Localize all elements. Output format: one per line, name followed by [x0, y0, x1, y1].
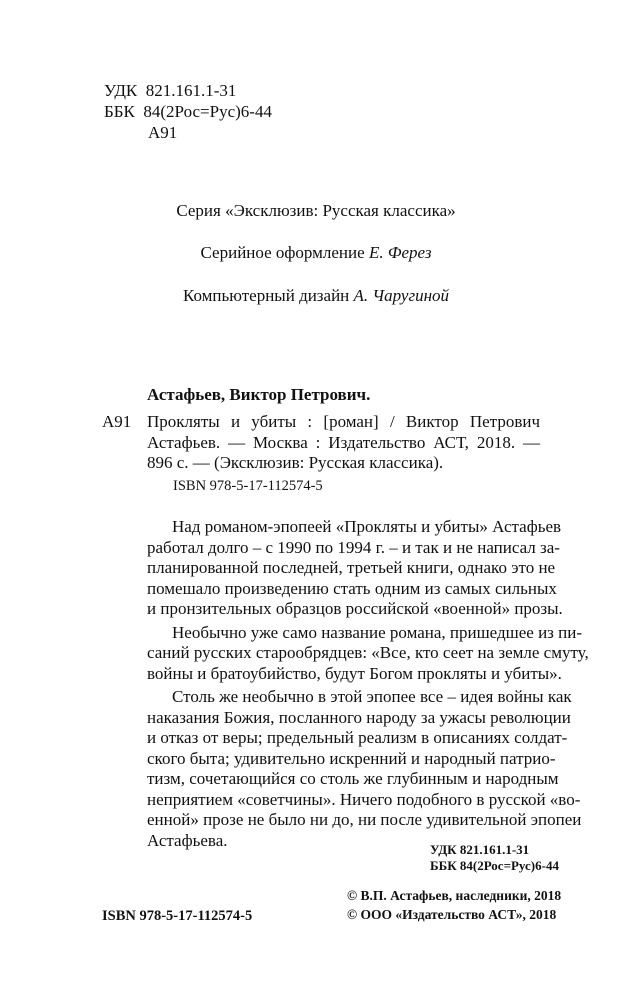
bbk-value: 84(2Рос=Рус)6-44 — [143, 102, 272, 121]
series-line: Серия «Эксклюзив: Русская классика» — [176, 201, 456, 220]
bbk-label: ББК — [104, 102, 135, 121]
annotation-line: тизм, сочетающийся со столь же глубинным и народным — [147, 769, 559, 788]
annotation-line: саний русских старообрядцев: «Все, кто сеет на земле смуту, — [147, 643, 589, 662]
footer-isbn: ISBN 978-5-17-112574-5 — [102, 908, 253, 924]
bbk-row — [104, 101, 272, 122]
annotation-line: наказания Божия, посланного народу за ужасы революции — [147, 707, 571, 727]
catalog-isbn: ISBN 978-5-17-112574-5 — [173, 478, 323, 494]
annotation-line: и отказ от веры; предельный реализм в описаниях солдат- — [147, 728, 568, 747]
catalog-desc-line: Астафьев. — Москва : Издательство АСТ, 2018. — — [147, 432, 540, 452]
catalog-author: Астафьев, Виктор Петрович. — [147, 385, 371, 404]
udk-row — [104, 80, 272, 101]
copyright-block — [347, 888, 561, 923]
catalog-description — [147, 412, 540, 474]
annotation-line: и пронзительных образцов российской «военной» прозы. — [147, 599, 563, 618]
annotation — [147, 517, 589, 851]
annotation-line: планированной последней, третьей книги, однако это не — [147, 558, 556, 577]
catalog-desc-line: Прокляты и убиты : [роман] / Виктор Петрович — [147, 412, 540, 431]
design-prefix: Серийное оформление — [200, 243, 369, 262]
annotation-line: войны и братоубийство, будут Богом прокляты и убиты». — [147, 663, 562, 683]
annotation-line: помешало произведению стать одним из самых сильных — [147, 578, 557, 598]
copyright-publisher: © ООО «Издательство АСТ», 2018 — [347, 907, 557, 922]
layout-designer-name: А. Чаругиной — [353, 286, 450, 305]
design-credit — [0, 243, 632, 263]
annotation-line: ского быта; удивительно искренний и народный патрио- — [147, 748, 556, 768]
annotation-line: неприятием «советчины». Ничего подобного в русской «во- — [147, 789, 581, 809]
udk-label: УДК — [104, 81, 138, 100]
layout-prefix: Компьютерный дизайн — [182, 286, 354, 305]
annotation-line: работал долго – с 1990 по 1994 г. – и так и не написал за- — [147, 537, 560, 557]
designer-name: Е. Ферез — [368, 243, 432, 262]
catalog-sign: А91 — [102, 412, 132, 431]
annotation-line: Астафьева. — [147, 830, 228, 850]
layout-credit — [0, 286, 632, 306]
classification-block — [104, 80, 272, 143]
annotation-line: енной» прозе не было ни до, ни после удивительной эпопеи — [147, 810, 582, 829]
annotation-line: Столь же необычно в этой эпопее все – идея войны как — [172, 687, 572, 706]
udk-value: 821.161.1-31 — [145, 81, 237, 100]
copyright-author: © В.П. Астафьев, наследники, 2018 — [347, 888, 562, 903]
bottom-udk: УДК 821.161.1-31 — [430, 842, 530, 857]
bottom-bbk: ББК 84(2Рос=Рус)6-44 — [430, 858, 559, 873]
annotation-line: Необычно уже само название романа, пришедшее из пи- — [172, 622, 583, 642]
author-sign: А91 — [148, 123, 178, 142]
catalog-desc-line: 896 с. — (Эксклюзив: Русская классика). — [147, 453, 444, 472]
annotation-line: Над романом-эпопеей «Прокляты и убиты» Астафьев — [172, 517, 562, 536]
bottom-classification — [430, 842, 559, 874]
